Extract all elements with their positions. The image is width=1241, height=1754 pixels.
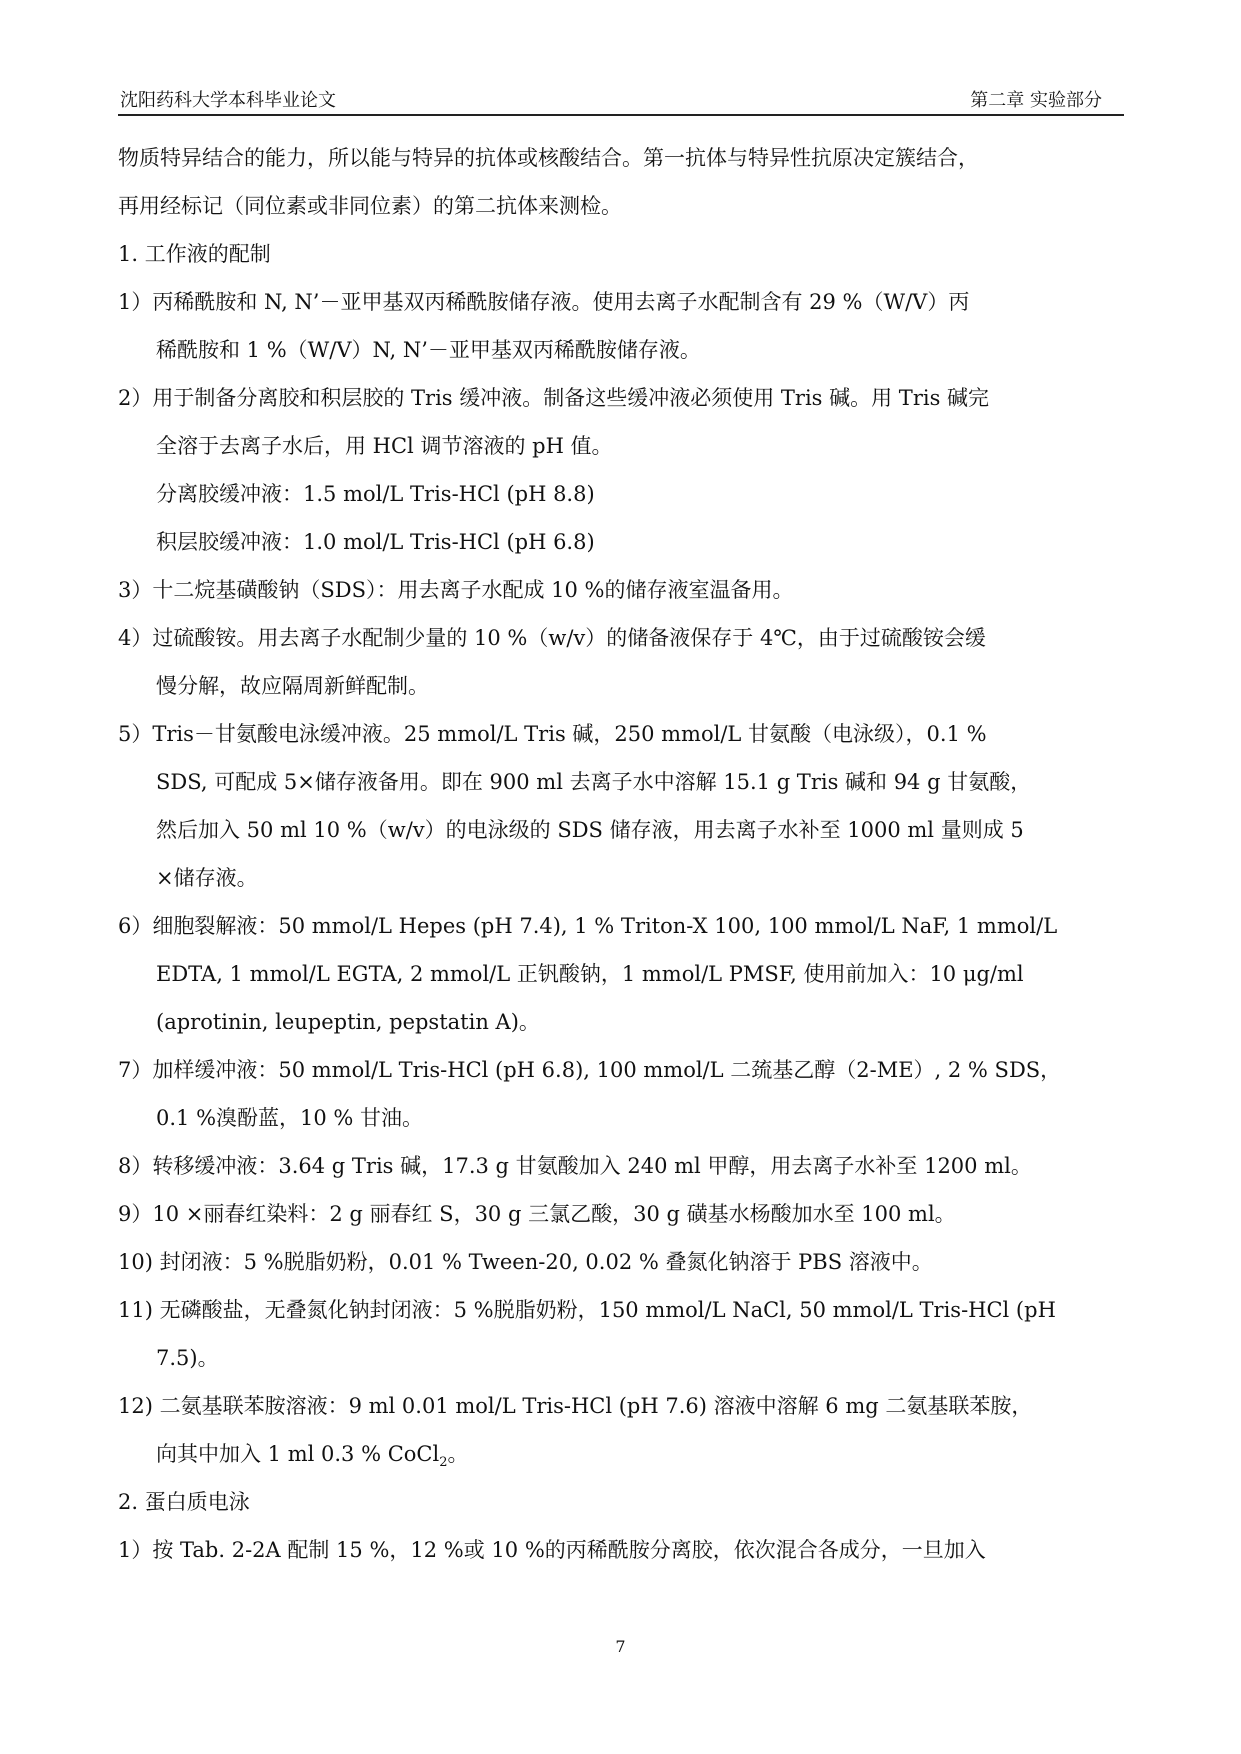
list-item: 12) 二氨基联苯胺溶液：9 ml 0.01 mol/L Tris-HCl (pH 7.6) 溶液中溶解 6 mg 二氨基联苯胺， bbox=[118, 1394, 1033, 1418]
text-line: 全溶于去离子水后，用 HCl 调节溶液的 pH 值。 bbox=[156, 434, 613, 458]
list-item: 10) 封闭液：5 %脱脂奶粉，0.01 % Tween-20, 0.02 % 叠氮化钠溶于 PBS 溶液中。 bbox=[118, 1250, 933, 1274]
section-heading: 2. 蛋白质电泳 bbox=[118, 1490, 250, 1514]
page-number: 7 bbox=[615, 1637, 626, 1656]
list-item: 11) 无磷酸盐，无叠氮化钠封闭液：5 %脱脂奶粉，150 mmol/L NaCl, 50 mmol/L Tris-HCl (pH bbox=[118, 1298, 1056, 1322]
text-line: EDTA, 1 mmol/L EGTA, 2 mmol/L 正钒酸钠，1 mmol/L PMSF, 使用前加入：10 μg/ml bbox=[156, 962, 1024, 986]
list-item: 2）用于制备分离胶和积层胶的 Tris 缓冲液。制备这些缓冲液必须使用 Tris 碱。用 Tris 碱完 bbox=[118, 386, 990, 410]
list-item: 4）过硫酸铵。用去离子水配制少量的 10 %（w/v）的储备液保存于 4℃，由于过硫酸铵会缓 bbox=[118, 626, 986, 650]
text-line bbox=[118, 1430, 1128, 1478]
text-line: 7.5)。 bbox=[156, 1346, 219, 1370]
section-heading: 1. 工作液的配制 bbox=[118, 242, 271, 266]
text-line: SDS, 可配成 5×储存液备用。即在 900 ml 去离子水中溶解 15.1 g Tris 碱和 94 g 甘氨酸， bbox=[156, 770, 1032, 794]
text-line: 物质特异结合的能力，所以能与特异的抗体或核酸结合。第一抗体与特异性抗原决定簇结合， bbox=[118, 146, 979, 170]
header-chapter-title: 第二章 实验部分 bbox=[970, 90, 1102, 111]
list-item: 7）加样缓冲液：50 mmol/L Tris-HCl (pH 6.8), 100 mmol/L 二巯基乙醇（2-ME）, 2 % SDS， bbox=[118, 1058, 1062, 1082]
text-line: ×储存液。 bbox=[156, 866, 258, 890]
list-item: 6）细胞裂解液：50 mmol/L Hepes (pH 7.4), 1 % Triton-X 100, 100 mmol/L NaF, 1 mmol/L bbox=[118, 914, 1058, 938]
text-line: (aprotinin, leupeptin, pepstatin A)。 bbox=[156, 1010, 540, 1034]
text-line: 稀酰胺和 1 %（W/V）N, N’－亚甲基双丙稀酰胺储存液。 bbox=[156, 338, 701, 362]
cocl2-text: 向其中加入 1 ml 0.3 % CoCl bbox=[156, 1442, 440, 1466]
list-item: 9）10 ×丽春红染料：2 g 丽春红 S，30 g 三氯乙酸，30 g 磺基水杨酸加水至 100 ml。 bbox=[118, 1202, 956, 1226]
text-line: 慢分解，故应隔周新鲜配制。 bbox=[156, 674, 429, 698]
page-header bbox=[118, 84, 1124, 116]
text-line: 再用经标记（同位素或非同位素）的第二抗体来测检。 bbox=[118, 194, 622, 218]
cocl2-subscript: 2 bbox=[439, 1455, 448, 1471]
text-line: 分离胶缓冲液：1.5 mol/L Tris-HCl (pH 8.8) bbox=[156, 482, 595, 506]
list-item: 5）Tris－甘氨酸电泳缓冲液。25 mmol/L Tris 碱，250 mmol/L 甘氨酸（电泳级），0.1 % bbox=[118, 722, 987, 746]
text-line: 0.1 %溴酚蓝，10 % 甘油。 bbox=[156, 1106, 424, 1130]
text-line: 积层胶缓冲液：1.0 mol/L Tris-HCl (pH 6.8) bbox=[156, 530, 595, 554]
list-item: 1）按 Tab. 2-2A 配制 15 %，12 %或 10 %的丙稀酰胺分离胶，依次混合各成分，一旦加入 bbox=[118, 1538, 986, 1562]
list-item: 1）丙稀酰胺和 N, N’－亚甲基双丙稀酰胺储存液。使用去离子水配制含有 29 %（W/V）丙 bbox=[118, 290, 970, 314]
list-item: 8）转移缓冲液：3.64 g Tris 碱，17.3 g 甘氨酸加入 240 ml 甲醇，用去离子水补至 1200 ml。 bbox=[118, 1154, 1032, 1178]
body-text bbox=[118, 134, 1128, 1574]
list-item: 3）十二烷基磺酸钠（SDS）：用去离子水配成 10 %的储存液室温备用。 bbox=[118, 578, 794, 602]
header-thesis-title: 沈阳药科大学本科毕业论文 bbox=[120, 90, 336, 111]
text-line: 然后加入 50 ml 10 %（w/v）的电泳级的 SDS 储存液，用去离子水补至 1000 ml 量则成 5 bbox=[156, 818, 1024, 842]
cocl2-tail: 。 bbox=[447, 1442, 469, 1466]
